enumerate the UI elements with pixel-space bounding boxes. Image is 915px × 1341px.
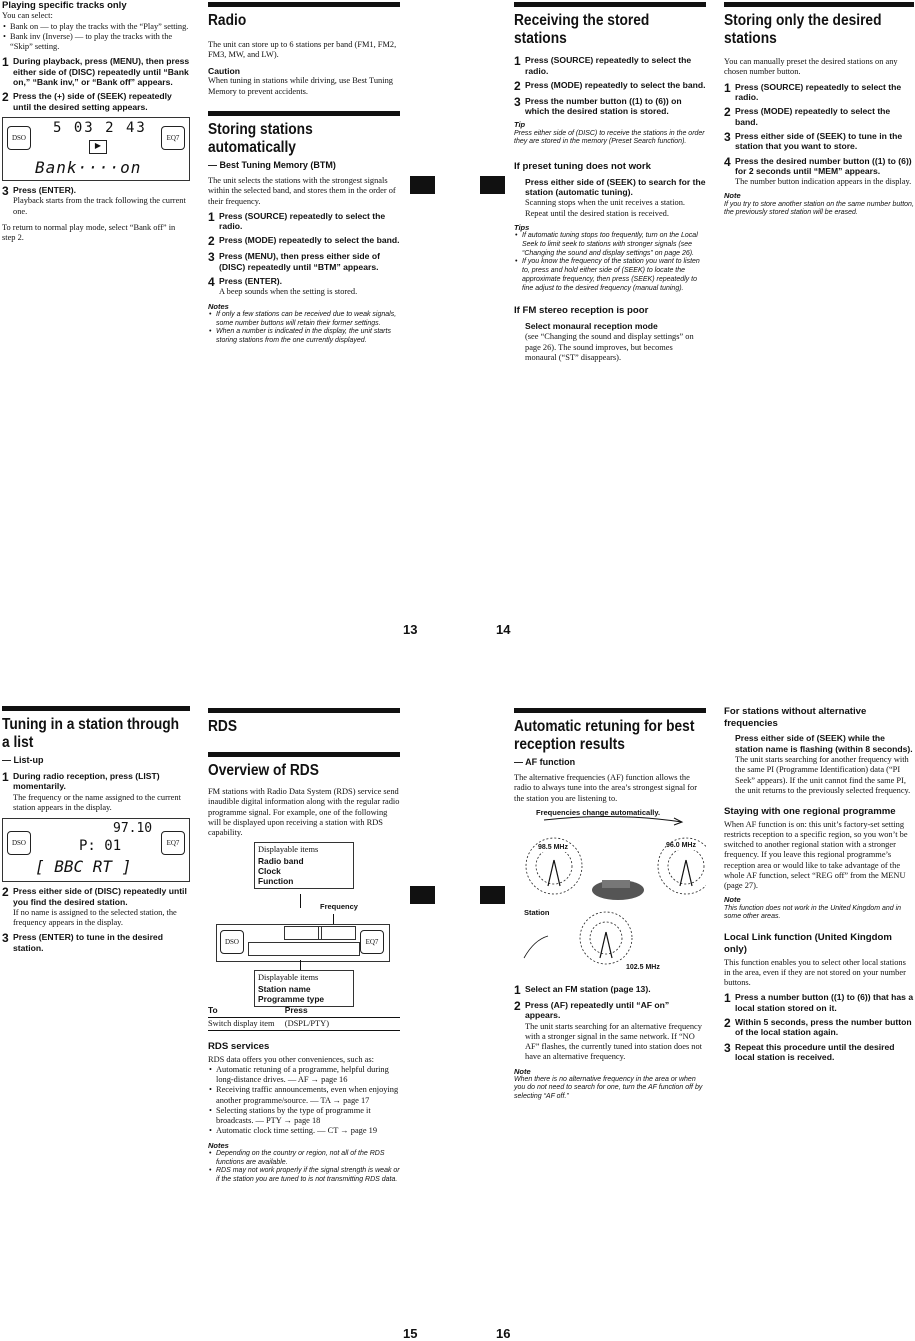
subheading: If FM stereo reception is poor <box>514 305 649 317</box>
table-header: Press <box>285 1004 400 1017</box>
section-bar <box>208 708 400 713</box>
tip-text: Press either side of (DISC) to receive the stations in the order they are stored in the memory (Preset Search function). <box>514 129 705 146</box>
list-item: • Depending on the country or region, not all of the RDS functions are available. <box>216 1150 400 1168</box>
section-bar <box>514 2 706 7</box>
col-receiving <box>514 2 706 365</box>
caution-heading: Caution <box>208 66 240 77</box>
subtitle: — List-up <box>2 755 44 766</box>
page-tab-marker <box>480 176 505 194</box>
note-heading: Note <box>724 895 741 905</box>
step-4: 4 Press (ENTER). A beep sounds when the setting is stored. <box>208 275 358 297</box>
step-3: 3 Press (ENTER) to tune in the desired station. <box>2 931 163 953</box>
tips-list <box>514 232 706 293</box>
caution-text: When tuning in stations while driving, use Best Tuning Memory to prevent accidents. <box>208 76 393 96</box>
list-item: • Automatic clock time setting. — CT → page 19 <box>216 1126 400 1136</box>
bullet-list <box>2 22 190 53</box>
lcd-top-readout: 5 03 2 43 <box>53 119 147 136</box>
step-3: 3 Repeat this procedure until the desired local station is received. <box>724 1040 895 1062</box>
frequency-label: 96.0 MHz <box>666 841 696 849</box>
page-tab-marker <box>480 886 505 904</box>
section-bar <box>724 2 914 7</box>
af-diagram <box>514 808 706 980</box>
step-1: 1 During playback, press (MENU), then press either side of (DISC) repeatedly until “Bank on,” “Bank inv,” or “Bank off” appears. <box>2 55 190 88</box>
col-rds <box>208 708 400 1185</box>
step: Press either side of (SEEK) while the station name is flashing (within 8 seconds). The unit starts searching for another frequency with the same PI (Programme Identification) data (“PI Seek” appears). If the unit cannot find the same PI, the unit returns to the previously selected frequency. <box>735 733 913 795</box>
notes-heading: Notes <box>208 1140 229 1150</box>
page-title: Storing stations automatically <box>208 120 313 156</box>
notes-list <box>208 311 400 346</box>
table-cell: Switch display item <box>208 1017 285 1030</box>
step-3: 3 Press (ENTER). Playback starts from the track following the current one. <box>2 183 186 216</box>
list-item: • If only a few stations can be received due to weak signals, some number buttons will retain their former settings. <box>216 311 400 329</box>
step-2: 2 Press (MODE) repeatedly to select the band. <box>514 78 706 93</box>
page-number: 16 <box>496 1326 511 1341</box>
note-heading: Note <box>514 1066 531 1076</box>
step-1: 1 During radio reception, press (LIST) momentarily. The frequency or the name assigned to the current station appears in the display. <box>2 770 181 813</box>
section-bar <box>208 752 400 757</box>
tips-heading: Tips <box>514 222 530 232</box>
list-item: • If automatic tuning stops too frequently, turn on the Local Seek to limit seek to stations with stronger signals (see “Changing the sound and display settings” on page 26). <box>522 232 706 258</box>
subheading: RDS services <box>208 1040 270 1052</box>
footer-text: To return to normal play mode, select “Bank off” in step 2. <box>2 222 176 243</box>
button-table <box>208 1004 400 1031</box>
step-2: 2 Press (MODE) repeatedly to select the band. <box>724 105 891 127</box>
lcd-bottom-readout: Bank····on <box>35 157 142 177</box>
step-3: 3 Press the number button ((1) to (6)) on which the desired station is stored. <box>514 94 682 117</box>
section-bar <box>208 111 400 116</box>
step-1: 1 Select an FM station (page 13). <box>514 982 651 997</box>
list-item: • Receiving traffic announcements, even when enjoying another programme/source. — TA → page 17 <box>216 1085 400 1106</box>
page-tab-marker <box>410 886 435 904</box>
step-1: 1 Press (SOURCE) repeatedly to select the radio. <box>724 80 902 102</box>
list-item: • When a number is indicated in the display, the unit starts storing stations from the one currently displayed. <box>216 328 400 346</box>
step-4: 4 Press the desired number button ((1) to (6)) for 2 seconds until “MEM” appears. The number button indication appears in the display. <box>724 154 912 187</box>
note-text: When there is no alternative frequency in the area or when you do not need to search for one, turn the AF function off by selecting “AF off.” <box>514 1075 703 1101</box>
section-bar <box>514 708 706 713</box>
list-item: • Automatic retuning of a programme, helpful during long-distance drives. — AF → page 16 <box>216 1065 400 1086</box>
step-1: 1 Press (SOURCE) repeatedly to select the radio. <box>514 54 692 76</box>
services-list <box>208 1065 400 1137</box>
step-3: 3 Press either side of (SEEK) to tune in the station that you want to store. <box>724 129 903 152</box>
paragraph: FM stations with Radio Data System (RDS) service send inaudible digital information along with the regular radio programme signal. For example, one of the following will be displayed upon receiving a station with RDS capability. <box>208 787 400 838</box>
note-text: If you try to store another station on the same number button, the previously stored station will be erased. <box>724 200 914 217</box>
antenna-towers-icon <box>514 808 706 980</box>
page-tab-marker <box>410 176 435 194</box>
table-header: To <box>208 1004 285 1017</box>
step-3: 3 Press (MENU), then press either side of (DISC) repeatedly until “BTM” appears. <box>208 250 380 272</box>
frequency-label: Frequency <box>320 902 358 912</box>
paragraph: When AF function is on: this unit’s factory-set setting restricts reception to a specific region, so you won’t be switched to another regional station with a stronger frequency. If you leave this regional programme’s reception area or would like to take advantage of the whole AF function, select “REG off” from the MENU (page 27). <box>724 819 908 891</box>
page-title: Automatic retuning for best reception results <box>514 718 695 753</box>
step-2: 2 Press (AF) repeatedly until “AF on” appears. The unit starts searching for an alternative frequency with a stronger signal in the same network. If “NO AF” flashes, the currently tuned into station does not have an alternative frequency. <box>514 998 703 1062</box>
subheading: Local Link function (United Kingdom only) <box>724 932 892 955</box>
step-2: 2 Within 5 seconds, press the number button of the local station again. <box>724 1015 912 1038</box>
displayable-items-box-2: Displayable items Station name Programme type <box>254 970 354 1007</box>
notes-heading: Notes <box>208 301 229 311</box>
list-item: • Selecting stations by the type of programme it broadcasts. — PTY → page 18 <box>216 1106 400 1127</box>
page-title: Overview of RDS <box>208 761 319 779</box>
list-item: • RDS may not work properly if the signal strength is weak or if the station you are tuned to is not transmitting RDS data. <box>216 1167 400 1185</box>
table-cell: (DSPL/PTY) <box>285 1017 400 1030</box>
step-2: 2 Press (MODE) repeatedly to select the band. <box>208 234 400 249</box>
notes-list <box>208 1150 400 1185</box>
frequency-label: 102.5 MHz <box>626 963 660 971</box>
subtitle: — Best Tuning Memory (BTM) <box>208 160 336 171</box>
paragraph: The alternative frequencies (AF) function allows the radio to always tune into the area’s strongest signal for the station you are listening to. <box>514 773 698 803</box>
section-heading: Radio <box>208 12 247 29</box>
paragraph: The unit selects the stations with the strongest signals within the selected band, and stores them in the order of their frequency. <box>208 176 396 206</box>
page-title: Receiving the stored stations <box>514 12 650 47</box>
col-no-af <box>724 706 914 1064</box>
section-bar <box>2 706 190 711</box>
subheading: For stations without alternative frequencies <box>724 706 867 729</box>
subheading: Staying with one regional programme <box>724 806 896 818</box>
section-title: Playing specific tracks only <box>2 0 127 11</box>
section-bar <box>208 2 400 7</box>
col-storing-desired <box>724 2 914 218</box>
note-text: This function does not work in the United Kingdom and in some other areas. <box>724 904 902 921</box>
col-list-up <box>2 706 190 955</box>
step: Select monaural reception mode (see “Changing the sound and display settings” on page 26). The sound improves, but becomes monaural (“ST” disappears). <box>525 321 694 362</box>
paragraph: The unit can store up to 6 stations per band (FM1, FM2, FM3, MW, and LW). <box>208 39 397 59</box>
list-item: • Bank inv (Inverse) — to play the tracks with the “Skip” setting. <box>10 32 190 53</box>
lcd-frequency: 97.10 <box>113 821 153 837</box>
lcd-display: DSO EQ7 5 03 2 43 ▶ Bank····on <box>2 117 190 181</box>
page-title: Storing only the desired stations <box>724 12 882 47</box>
step-1: 1 Press (SOURCE) repeatedly to select the radio. <box>208 209 386 232</box>
col-af-function <box>514 708 706 1102</box>
subheading: If preset tuning does not work <box>514 161 651 173</box>
station-label: Station <box>524 907 550 917</box>
step-1: 1 Press a number button ((1) to (6)) that has a local station stored on it. <box>724 991 914 1013</box>
list-item: • If you know the frequency of the station you want to listen to, press and hold either side of (SEEK) to locate the approximate frequency, then press (SEEK) repeatedly to fine adjust to the desired frequency (manual tuning). <box>522 258 706 293</box>
col-radio <box>208 2 400 346</box>
step-2: 2 Press either side of (DISC) repeatedly until you find the desired station. If no name is assigned to the selected station, the frequency appears in the display. <box>2 885 187 928</box>
subtitle: — AF function <box>514 757 576 768</box>
note-heading: Note <box>724 191 741 201</box>
page-number: 15 <box>403 1326 418 1341</box>
list-item: • Bank on — to play the tracks with the “Play” setting. <box>10 22 190 32</box>
page-number: 13 <box>403 622 418 637</box>
lcd-preset: P: 01 <box>79 838 122 855</box>
lcd-station-name: [ BBC RT ] <box>35 857 132 877</box>
rds-diagram: Displayable items Radio band Clock Function Frequency DSO EQ7 Displayable items Station name Programme type <box>208 842 400 1000</box>
col-playing-tracks <box>2 0 190 247</box>
section-heading: RDS <box>208 718 238 735</box>
step: Press either side of (SEEK) to search for the station (automatic tuning). Scanning stops when the unit receives a station. Repeat until the desired station is received. <box>525 176 706 218</box>
paragraph: RDS data offers you other conveniences, such as: <box>208 1054 374 1064</box>
tip-heading: Tip <box>514 120 526 130</box>
displayable-items-box: Displayable items Radio band Clock Function <box>254 842 354 889</box>
lcd-display: DSO EQ7 97.10 P: 01 [ BBC RT ] <box>2 818 190 882</box>
intro: You can select: <box>2 11 53 21</box>
frequency-label: 98.5 MHz <box>538 843 568 851</box>
page-title: Tuning in a station through a list <box>2 716 180 751</box>
step-2: 2 Press the (+) side of (SEEK) repeatedly until the desired setting appears. <box>2 90 172 112</box>
page-number: 14 <box>496 622 511 637</box>
paragraph: This function enables you to select other local stations in the area, even if they are not stored on your number buttons. <box>724 957 906 988</box>
figure-caption: Frequencies change automatically. <box>536 807 661 817</box>
paragraph: You can manually preset the desired stations on any chosen number button. <box>724 57 898 77</box>
